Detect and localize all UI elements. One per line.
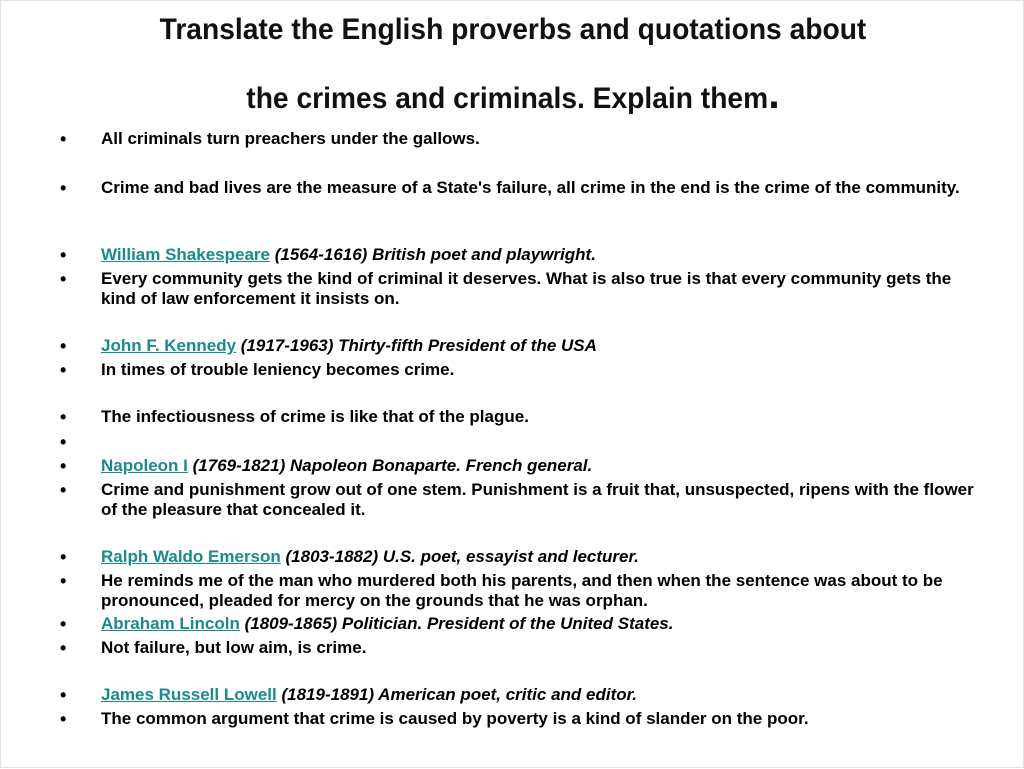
quote-text: Crime and bad lives are the measure of a State's failure, all crime in the end is the crime of the community. <box>101 178 960 197</box>
author-description: (1809-1865) Politician. President of the United States. <box>239 614 674 633</box>
author-link-lincoln[interactable]: Abraham Lincoln <box>101 614 240 633</box>
bullet-marker: • <box>60 480 67 500</box>
bullet-marker: • <box>60 432 67 452</box>
author-description: (1564-1616) British poet and playwright. <box>270 245 596 264</box>
bullet-marker: • <box>60 360 67 380</box>
bullet-marker: • <box>60 614 67 634</box>
author-link-emerson[interactable]: Ralph Waldo Emerson <box>101 547 281 566</box>
bullet-marker: • <box>60 129 67 149</box>
quote-text: Not failure, but low aim, is crime. <box>101 638 367 657</box>
author-line <box>101 456 981 476</box>
author-description: (1803-1882) U.S. poet, essayist and lecturer. <box>280 547 639 566</box>
author-line <box>101 547 981 567</box>
bullet-marker: • <box>60 547 67 567</box>
bullet-marker: • <box>60 571 67 591</box>
quote-text: Every community gets the kind of criminal it deserves. What is also true is that every community gets the kind of law enforcement it insists on. <box>101 269 952 308</box>
quote-text: Crime and punishment grow out of one stem. Punishment is a fruit that, unsuspected, ripens with the flower of the pleasure that concealed it. <box>101 480 974 519</box>
bullet-marker: • <box>60 685 67 705</box>
bullet-marker: • <box>60 709 67 729</box>
title-text-2: the crimes and criminals. Explain them <box>246 82 769 115</box>
bullet-marker: • <box>60 336 67 356</box>
bullet-marker: • <box>60 407 67 427</box>
title-period: . <box>768 69 780 118</box>
author-link-kennedy[interactable]: John F. Kennedy <box>101 336 237 355</box>
author-description: (1769-1821) Napoleon Bonaparte. French general. <box>187 456 593 475</box>
bullet-marker: • <box>60 269 67 289</box>
author-line <box>101 614 981 634</box>
title-text-1: Translate the English proverbs and quotations about <box>159 13 867 46</box>
bullet-marker: • <box>60 245 67 265</box>
author-link-shakespeare[interactable]: William Shakespeare <box>101 245 270 264</box>
author-description: (1917-1963) Thirty-fifth President of the USA <box>236 336 597 355</box>
author-line <box>101 685 981 705</box>
quote-text: All criminals turn preachers under the gallows. <box>101 129 480 148</box>
author-link-napoleon[interactable]: Napoleon I <box>101 456 188 475</box>
author-link-lowell[interactable]: James Russell Lowell <box>101 685 277 704</box>
quote-text: In times of trouble leniency becomes crime. <box>101 360 455 379</box>
bullet-marker: • <box>60 456 67 476</box>
author-line <box>101 245 981 265</box>
quote-text: The infectiousness of crime is like that of the plague. <box>101 407 529 426</box>
quote-text: The common argument that crime is caused by poverty is a kind of slander on the poor. <box>101 709 809 728</box>
quote-text: He reminds me of the man who murdered both his parents, and then when the sentence was about to be pronounced, pleaded for mercy on the grounds that he was orphan. <box>101 571 943 610</box>
bullet-marker: • <box>60 638 67 658</box>
author-line <box>101 336 981 356</box>
author-description: (1819-1891) American poet, critic and editor. <box>276 685 638 704</box>
bullet-marker: • <box>60 178 67 198</box>
quotation-list <box>1 1 1024 769</box>
